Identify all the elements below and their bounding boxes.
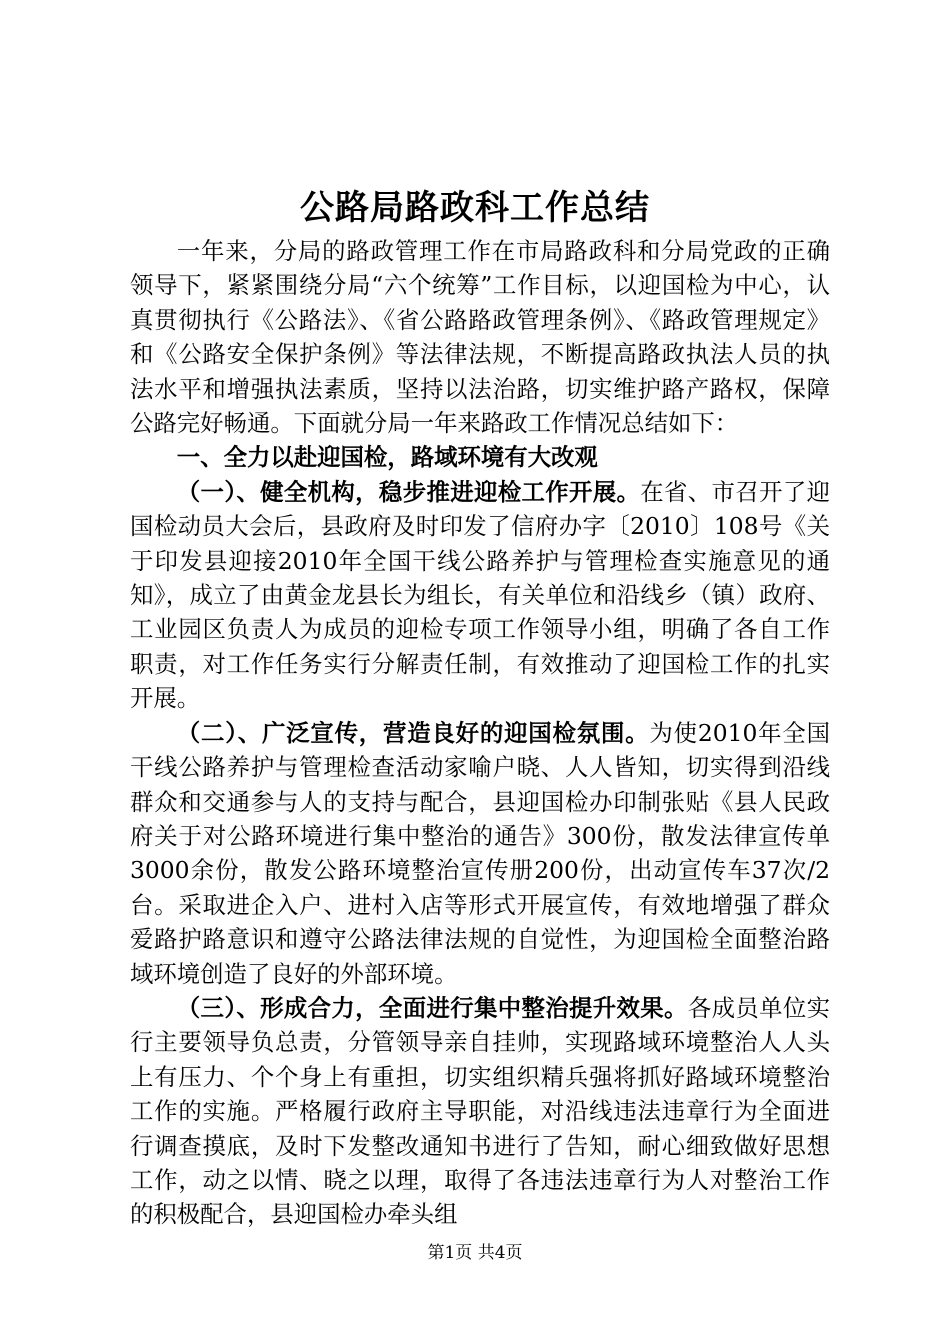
intro-paragraph: 一年来，分局的路政管理工作在市局路政科和分局党政的正确领导下，紧紧围绕分局“六个统筹”工作目标，以迎国检为中心，认真贯彻执行《公路法》、《省公路路政管理条例》、《路政管理规定》和《公路安全保护条例》等法律法规，不断提高路政执法人员的执法水平和增强执法素质，坚持以法治路，切实维护路产路权，保障公路完好畅通。下面就分局一年来路政工作情况总结如下： xyxy=(130,237,830,438)
item-lead: （一）、健全机构，稳步推进迎检工作开展。 xyxy=(176,477,641,506)
section-item-2 xyxy=(130,716,830,991)
document-title: 公路局路政科工作总结 xyxy=(300,188,650,228)
document-body xyxy=(130,234,830,1232)
section-heading: 一、全力以赴迎国检，路域环境有大改观 xyxy=(176,443,598,472)
section-item-1 xyxy=(130,475,830,716)
item-lead: （二）、广泛宣传，营造良好的迎国检氛围。 xyxy=(176,718,650,747)
item-text: 为使2010年全国干线公路养护与管理检查活动家喻户晓、人人皆知，切实得到沿线群众和交通参与人的支持与配合，县迎国检办印制张贴《县人民政府关于对公路环境进行集中整治的通告》300份，散发法律宣传单3000余份，散发公路环境整治宣传册200份，出动宣传车37次/2台。采取进企入户、进村入店等形式开展宣传，有效地增强了群众爱路护路意识和遵守公路法律法规的自觉性，为迎国检全面整治路域环境创造了良好的外部环境。 xyxy=(130,718,830,988)
item-text: 在省、市召开了迎国检动员大会后，县政府及时印发了信府办字〔2010〕108号《关于印发县迎接2010年全国干线公路养护与管理检查实施意见的通知》，成立了由黄金龙县长为组长，有关单位和沿线乡（镇）政府、工业园区负责人为成员的迎检专项工作领导小组，明确了各自工作职责，对工作任务实行分解责任制，有效推动了迎国检工作的扎实开展。 xyxy=(130,477,830,713)
section-item-3 xyxy=(130,991,830,1232)
page-footer: 第1页 共4页 xyxy=(427,1243,523,1263)
item-lead: （三）、形成合力，全面进行集中整治提升效果。 xyxy=(176,993,688,1022)
item-text: 各成员单位实行主要领导负总责，分管领导亲自挂帅，实现路域环境整治人人头上有压力、个个身上有重担，切实组织精兵强将抓好路域环境整治工作的实施。严格履行政府主导职能，对沿线违法违章行为全面进行调查摸底，及时下发整改通知书进行了告知，耐心细致做好思想工作，动之以情、晓之以理，取得了各违法违章行为人对整治工作的积极配合，县迎国检办牵头组 xyxy=(130,993,830,1229)
